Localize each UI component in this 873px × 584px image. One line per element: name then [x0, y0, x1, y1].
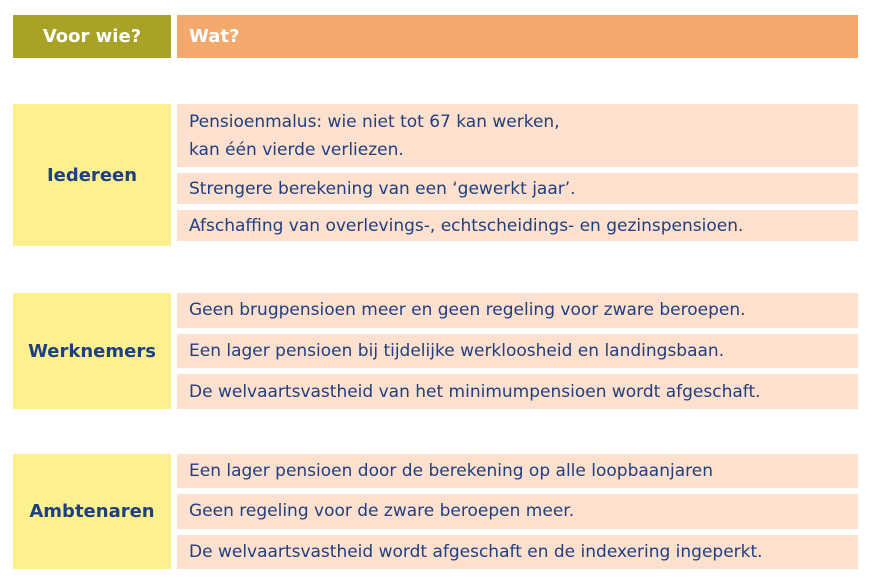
group-items [177, 454, 858, 569]
item-row [177, 454, 858, 488]
item-text-line: Geen regeling voor de zware beroepen meer. [189, 501, 575, 522]
item-row [177, 104, 858, 167]
group-ambtenaren [13, 454, 858, 569]
item-text-line: De welvaartsvastheid van het minimumpensioen wordt afgeschaft. [189, 381, 761, 402]
item-text-line: Een lager pensioen bij tijdelijke werkloosheid en landingsbaan. [189, 341, 725, 361]
item-row [177, 210, 858, 241]
item-text-line: Pensioenmalus: wie niet tot 67 kan werken, [189, 111, 560, 132]
item-text-line: kan één vierde verliezen. [189, 139, 404, 160]
group-items [177, 104, 858, 246]
header-what: Wat? [177, 15, 858, 58]
item-text-line: Afschaffing van overlevings-, echtscheidings- en gezinspensioen. [189, 215, 744, 236]
item-text-line: Een lager pensioen door de berekening op alle loopbaanjaren [189, 461, 713, 482]
item-row [177, 494, 858, 528]
group-iedereen [13, 104, 858, 246]
group-label: Iedereen [13, 104, 171, 246]
header-who: Voor wie? [13, 15, 171, 58]
group-label: Ambtenaren [13, 454, 171, 569]
group-items [177, 293, 858, 409]
item-row [177, 374, 858, 409]
item-row [177, 535, 858, 569]
group-label: Werknemers [13, 293, 171, 409]
item-row [177, 173, 858, 204]
group-werknemers [13, 293, 858, 409]
item-text-line: Strengere berekening van een ‘gewerkt jaar’. [189, 178, 576, 199]
item-row [177, 293, 858, 328]
item-text-line: Geen brugpensioen meer en geen regeling voor zware beroepen. [189, 300, 746, 321]
item-text-line: De welvaartsvastheid wordt afgeschaft en de indexering ingeperkt. [189, 541, 763, 562]
item-row [177, 334, 858, 369]
